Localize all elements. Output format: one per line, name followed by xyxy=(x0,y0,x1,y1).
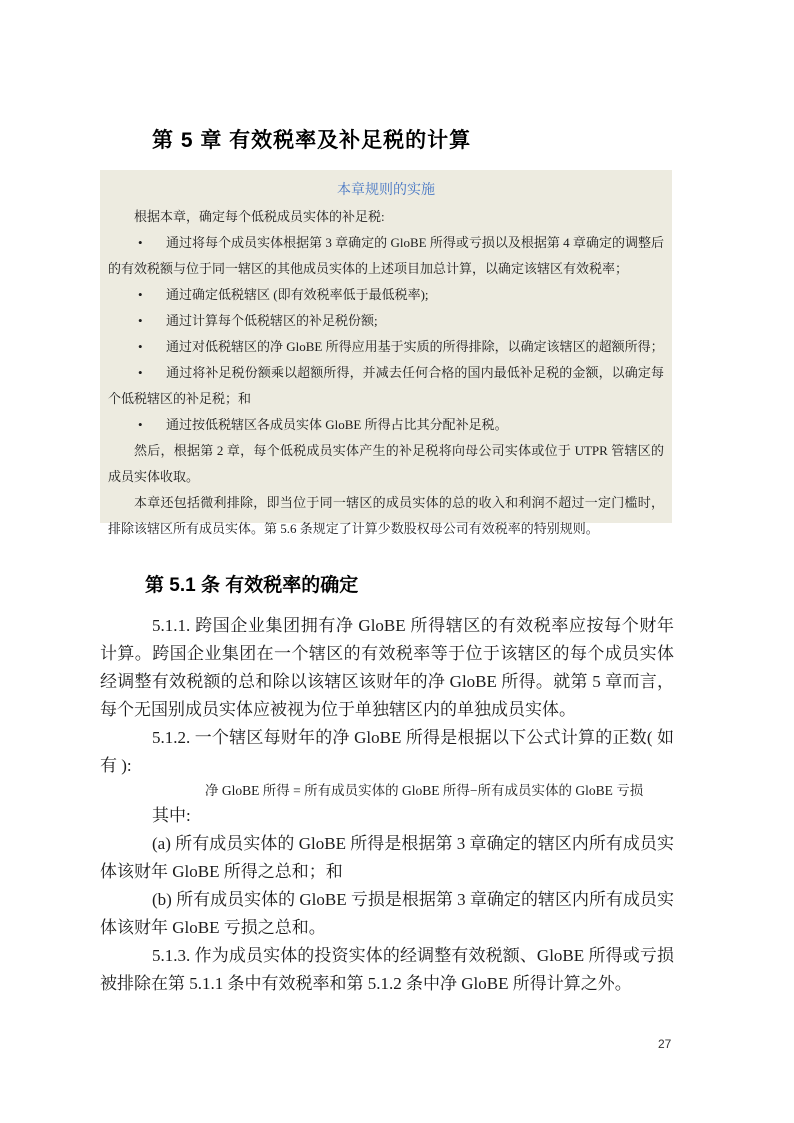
section-heading: 第 5.1 条 有效税率的确定 xyxy=(145,574,359,596)
where-label: 其中: xyxy=(152,806,191,825)
bullet-icon: • xyxy=(138,417,143,432)
bullet-icon: • xyxy=(138,313,143,328)
bullet-text: 通过计算每个低税辖区的补足税份额; xyxy=(166,313,378,328)
bullet-icon: • xyxy=(138,365,143,380)
bullet-icon: • xyxy=(138,339,143,354)
paragraph-5-1-2: 5.1.2. 一个辖区每财年的净 GloBE 所得是根据以下公式计算的正数( 如有 ): xyxy=(100,728,674,775)
bullet-text: 通过对低税辖区的净 GloBE 所得应用基于实质的所得排除，以确定该辖区的超额所得； xyxy=(166,339,664,354)
bullet-text: 通过将每个成员实体根据第 3 章确定的 GloBE 所得或亏损以及根据第 4 章确定的调整后的有效税额与位于同一辖区的其他成员实体的上述项目加总计算，以确定该辖区有效税率； xyxy=(108,235,664,276)
box-bullet-item xyxy=(108,412,664,438)
net-globe-income-formula: 净 GloBE 所得 = 所有成员实体的 GloBE 所得−所有成员实体的 GloBE 亏损 xyxy=(205,783,644,798)
paragraph-5-1-3: 5.1.3. 作为成员实体的投资实体的经调整有效税额、GloBE 所得或亏损被排除在第 5.1.1 条中有效税率和第 5.1.2 条中净 GloBE 所得计算之外。 xyxy=(100,946,674,993)
page-number: 27 xyxy=(658,1037,672,1051)
bullet-text: 通过将补足税份额乘以超额所得，并减去任何合格的国内最低补足税的金额，以确定每个低税辖区的补足税；和 xyxy=(108,365,664,406)
box-closing-paragraph: 然后，根据第 2 章，每个低税成员实体产生的补足税将向母公司实体或位于 UTPR 管辖区的成员实体收取。 xyxy=(108,443,664,484)
box-bullet-item xyxy=(108,230,664,282)
implementation-summary-box xyxy=(100,170,672,536)
box-title: 本章规则的实施 xyxy=(337,183,435,198)
box-intro-paragraph: 根据本章，确定每个低税成员实体的补足税: xyxy=(134,209,385,224)
bullet-icon: • xyxy=(138,287,143,302)
item-a: (a) 所有成员实体的 GloBE 所得是根据第 3 章确定的辖区内所有成员实体该财年 GloBE 所得之总和；和 xyxy=(100,834,674,881)
box-closing-paragraph: 本章还包括微利排除，即当位于同一辖区的成员实体的总的收入和利润不超过一定门槛时，排除该辖区所有成员实体。第 5.6 条规定了计算少数股权母公司有效税率的特别规则。 xyxy=(108,495,664,536)
bullet-text: 通过确定低税辖区 (即有效税率低于最低税率); xyxy=(166,287,429,302)
chapter-title: 第 5 章 有效税率及补足税的计算 xyxy=(152,129,472,153)
box-bullet-item xyxy=(108,308,664,334)
box-bullet-item xyxy=(108,334,664,360)
section-body xyxy=(100,612,674,998)
box-bullet-item xyxy=(108,360,664,412)
paragraph-5-1-1: 5.1.1. 跨国企业集团拥有净 GloBE 所得辖区的有效税率应按每个财年计算。跨国企业集团在一个辖区的有效税率等于位于该辖区的每个成员实体经调整有效税额的总和除以该辖区该财年的净 GloBE 所得。就第 5 章而言，每个无国别成员实体应被视为位于单独辖区内的单独成员实体。 xyxy=(100,616,674,719)
box-bullet-item xyxy=(108,282,664,308)
bullet-text: 通过按低税辖区各成员实体 GloBE 所得占比其分配补足税。 xyxy=(166,417,508,432)
item-b: (b) 所有成员实体的 GloBE 亏损是根据第 3 章确定的辖区内所有成员实体该财年 GloBE 亏损之总和。 xyxy=(100,890,674,937)
bullet-icon: • xyxy=(138,235,143,250)
